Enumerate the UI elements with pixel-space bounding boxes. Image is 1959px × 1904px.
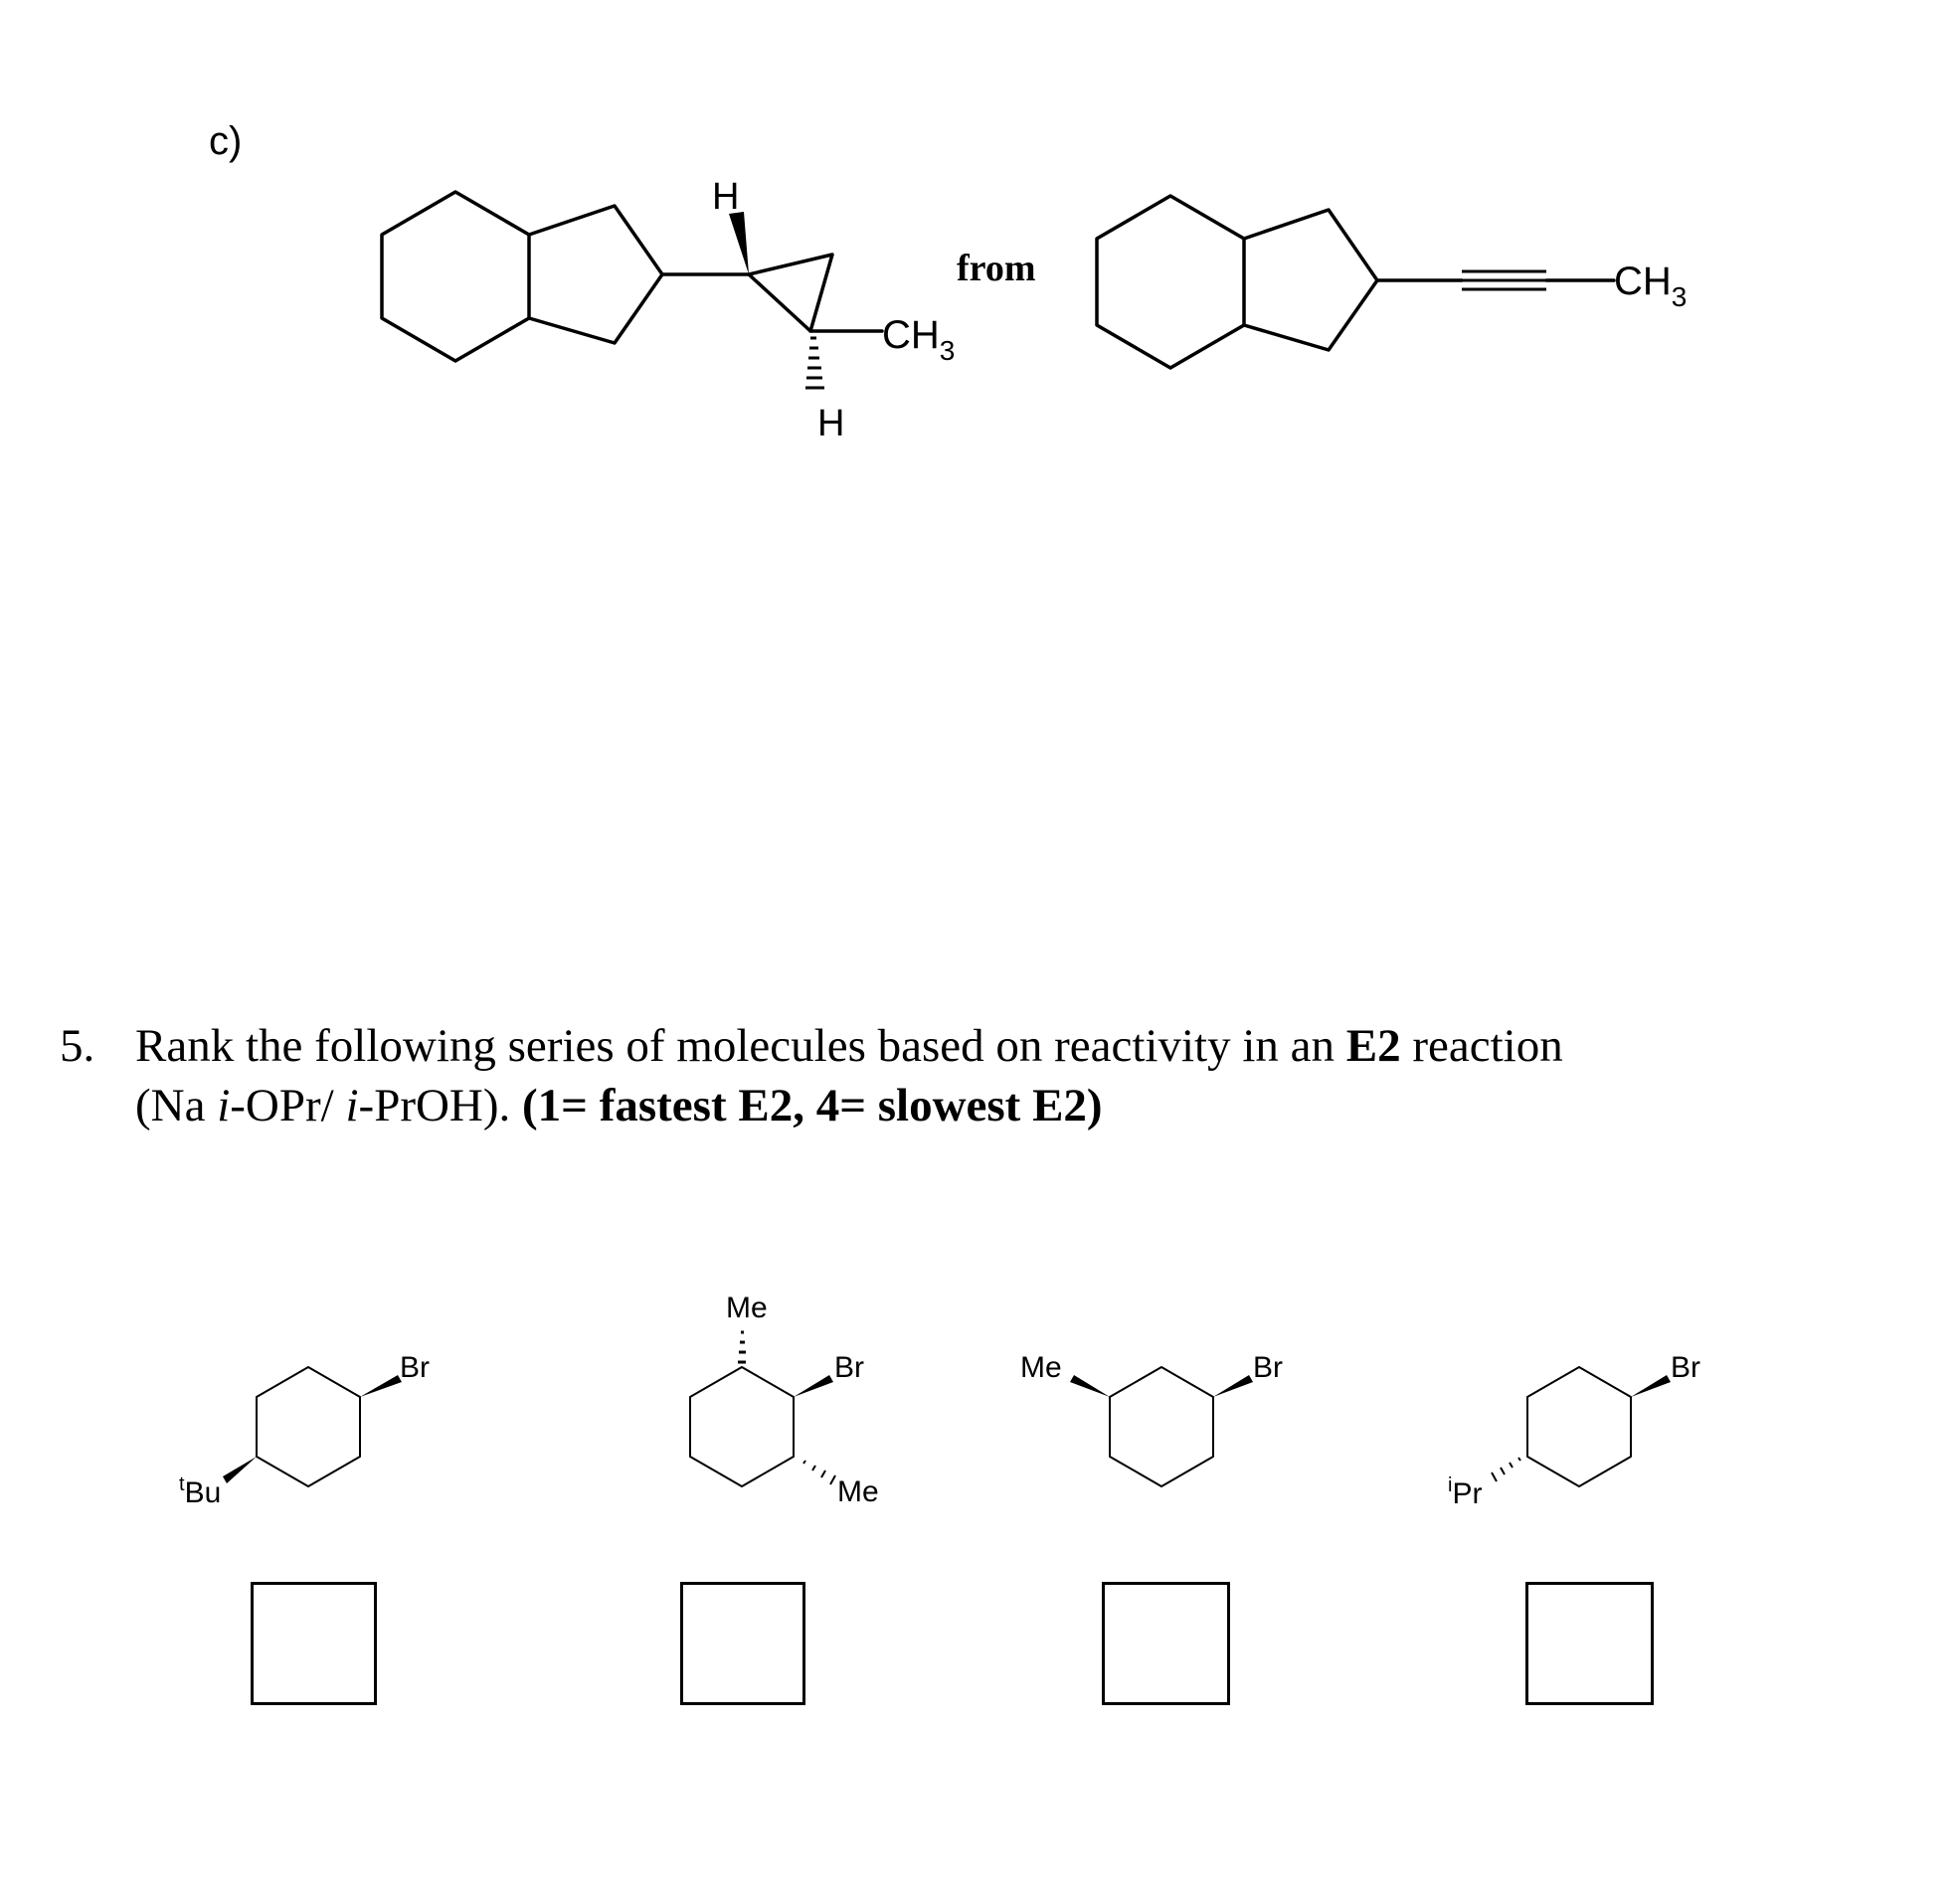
from-connector: from — [957, 248, 1036, 289]
molecule-1-tbu-label: $^t$Bu — [179, 1473, 222, 1509]
part-label: c) — [209, 119, 243, 163]
product-cyclopentane-ring — [529, 206, 662, 343]
answer-box-3[interactable] — [1102, 1582, 1230, 1705]
question-line-2: (Na i-OPr/ i-PrOH). (1= fastest E2, 4= slowest E2) — [135, 1080, 1103, 1131]
sm-cyclopentane-ring — [1244, 210, 1377, 350]
question-number: 5. — [60, 1020, 95, 1072]
molecule-4-br-label: Br — [1671, 1351, 1700, 1384]
molecule-1-br-label: Br — [400, 1351, 430, 1384]
molecule-4-ring — [1527, 1367, 1631, 1486]
molecule-3-me-label: Me — [1020, 1351, 1062, 1384]
h-wedge-bond — [729, 212, 749, 274]
h-bottom-label: H — [817, 403, 845, 444]
molecule-4-ipr-label: $^i$Pr — [1448, 1474, 1483, 1510]
molecule-2-br-label: Br — [834, 1351, 864, 1384]
product-cyclopropane-ring — [749, 255, 832, 331]
molecule-2-me-top-hash — [738, 1332, 746, 1362]
molecule-2 — [690, 1292, 879, 1508]
molecule-1-tbu-wedge — [223, 1457, 257, 1483]
answer-box-2[interactable] — [680, 1582, 805, 1705]
answer-box-1[interactable] — [251, 1582, 377, 1705]
starting-material-structure — [1097, 196, 1687, 368]
product-cyclohexane-ring — [382, 192, 529, 361]
molecule-2-br-wedge — [794, 1375, 833, 1397]
molecule-4-br-wedge — [1631, 1375, 1671, 1397]
h-hash-bond — [805, 338, 824, 388]
molecule-3-ring — [1110, 1367, 1213, 1486]
molecule-4 — [1448, 1351, 1700, 1510]
sm-cyclohexane-ring — [1097, 196, 1244, 368]
molecule-1-ring — [257, 1367, 360, 1486]
molecule-1 — [179, 1351, 430, 1509]
molecule-2-me-top-label: Me — [726, 1292, 768, 1324]
molecule-3-br-label: Br — [1253, 1351, 1283, 1384]
answer-box-4[interactable] — [1525, 1582, 1654, 1705]
h-top-label: H — [712, 176, 740, 218]
product-methyl-label: $CH_3$ — [882, 313, 956, 366]
alkyne-triple-bond — [1462, 271, 1546, 289]
product-structure — [382, 176, 955, 444]
molecule-4-ipr-hash — [1492, 1458, 1520, 1481]
molecule-3-br-wedge — [1213, 1375, 1253, 1397]
molecule-2-me-bottom-label: Me — [837, 1475, 879, 1508]
question-body — [135, 1016, 1563, 1135]
question-line-1: Rank the following series of molecules based on reactivity in an E2 reaction — [135, 1020, 1563, 1072]
molecule-3-me-wedge — [1070, 1375, 1110, 1397]
sm-methyl-label: $CH_3$ — [1614, 260, 1688, 312]
molecule-1-br-wedge — [360, 1375, 402, 1397]
molecule-2-ring — [690, 1367, 794, 1486]
molecule-2-me-bottom-hash — [803, 1461, 835, 1484]
molecule-3 — [1020, 1351, 1283, 1486]
